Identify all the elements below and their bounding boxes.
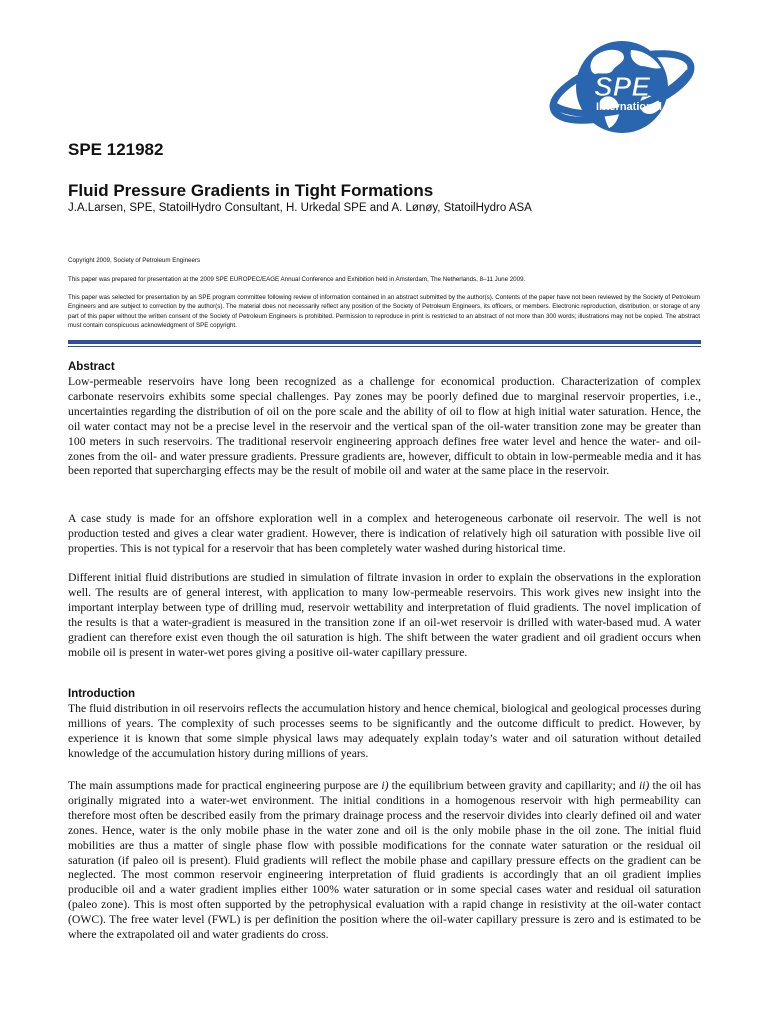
divider-thin-line <box>68 346 701 347</box>
presentation-notice: This paper was prepared for presentation at the 2009 SPE EUROPEC/EAGE Annual Conference and Exhibition held in Amsterdam, The Netherlands, 8–11 June 2009. <box>68 276 526 283</box>
abstract-paragraph-3: Different initial fluid distributions are studied in simulation of filtrate invasion in order to explain the observations in the exploration well. The results are of general interest, with application to many low-permeable reservoirs. This work gives new insight into the important interplay between type of drilling mud, reservoir wettability and interpretation of fluid gradients. The novel implication of the results is that a water-gradient is measured in the transition zone if an oil-wet reservoir is drilled with water-based mud. A water gradient can therefore exist even though the oil saturation is high. The shift between the water gradient and oil gradient occurs when mobile oil is present in water-wet pores giving a positive oil-water capillary pressure. <box>68 571 701 659</box>
divider-thick-line <box>68 340 701 344</box>
intro-p2-text-c: the oil has originally migrated into a water-wet environment. The initial conditions in a homogenous reservoir with high permeability can therefore most often be described easily from the primary drainage process and the reservoir divides into clearly defined oil and water zones. Hence, water is the only mobile phase in the water zone and oil is the only mobile phase in the oil zone. The initial fluid mobilities are thus a matter of single phase flow with possible modifications for the connate water saturation or the residual oil saturation (if paleo oil is present). Fluid gradients will reflect the mobile phase and capillary pressure effects on the gradient can be neglected. The most common reservoir engineering interpretation of fluid gradients is accordingly that an oil gradient implies producible oil and a water gradient implies either 100% water saturation or in some special cases water and residual oil saturation (paleo zone). This is most often supported by the petrophysical evaluation with a rapid change in resistivity at the oil-water contact (OWC). The free water level (FWL) is per definition the position where the oil-water capillary pressure is zero and is estimated to be where the extrapolated oil and water gradients do cross. <box>68 779 701 942</box>
authors: J.A.Larsen, SPE, StatoilHydro Consultant, H. Urkedal SPE and A. Lønøy, StatoilHydro ASA <box>68 202 532 214</box>
copyright-notice: Copyright 2009, Society of Petroleum Engineers <box>68 257 201 264</box>
logo-spe-text: SPE <box>593 71 651 102</box>
intro-p2-marker-ii: ii) <box>638 779 650 792</box>
spe-international-logo <box>543 36 701 138</box>
abstract-paragraph-1: Low-permeable reservoirs have long been recognized as a challenge for economical production. Characterization of complex carbonate reservoirs exhibits some special challenges. Pay zones may be poorly defined due to marginal reservoir properties, i.e., uncertainties regarding the distribution of oil on the pore scale and the ability of oil to flow at high initial water saturation. Hence, the oil water contact may not be a precise level in the reservoir and the vertical span of the oil-water transition zone may be greater than 100 meters in such reservoirs. The traditional reservoir engineering approach defines free water level and hence the water- and oil-zones from the oil- and water pressure gradients. Pressure gradients are, however, difficult to obtain in low-permeable media and it has been reported that supercharging effects may be the result of mobile oil and water at the same place in the reservoir. <box>68 375 701 478</box>
paper-title: Fluid Pressure Gradients in Tight Formations <box>68 181 434 200</box>
introduction-paragraph-1: The fluid distribution in oil reservoirs reflects the accumulation history and hence chemical, biological and geological processes during millions of years. The complexity of such processes seems to be significantly and the outcome difficult to predict. However, by experience it is known that some simple physical laws may adequately explain today’s water and oil saturation without detailed knowledge of the accumulation history during millions of years. <box>68 702 701 760</box>
introduction-paragraph-2 <box>68 779 701 943</box>
introduction-heading: Introduction <box>68 688 136 700</box>
intro-p2-text-a: The main assumptions made for practical engineering purpose are <box>68 779 382 792</box>
abstract-heading: Abstract <box>68 361 115 373</box>
intro-p2-marker-i: i) <box>381 779 389 792</box>
abstract-paragraph-2: A case study is made for an offshore exploration well in a complex and heterogeneous carbonate oil reservoir. The well is not production tested and gives a clear water gradient. However, there is indication of relatively high oil saturation with possible live oil properties. This is not typical for a reservoir that has been completely water washed during historical time. <box>68 512 701 555</box>
logo-international-text: International <box>595 101 663 113</box>
selection-notice: This paper was selected for presentation by an SPE program committee following review of information contained in an abstract submitted by the author(s). Contents of the paper have not been reviewed by the Society of Petroleum Engineers and are subject to correction by the author(s). The material does not necessarily reflect any position of the Society of Petroleum Engineers, its officers, or members. Electronic reproduction, distribution, or storage of any part of this paper without the written consent of the Society of Petroleum Engineers is prohibited. Permission to reproduce in print is restricted to an abstract of not more than 300 words; illustrations may not be copied. The abstract must contain conspicuous acknowledgment of SPE copyright. <box>68 294 700 330</box>
paper-number: SPE 121982 <box>68 140 164 159</box>
intro-p2-text-b: the equilibrium between gravity and capillarity; and <box>388 779 639 792</box>
header-divider <box>68 340 701 347</box>
